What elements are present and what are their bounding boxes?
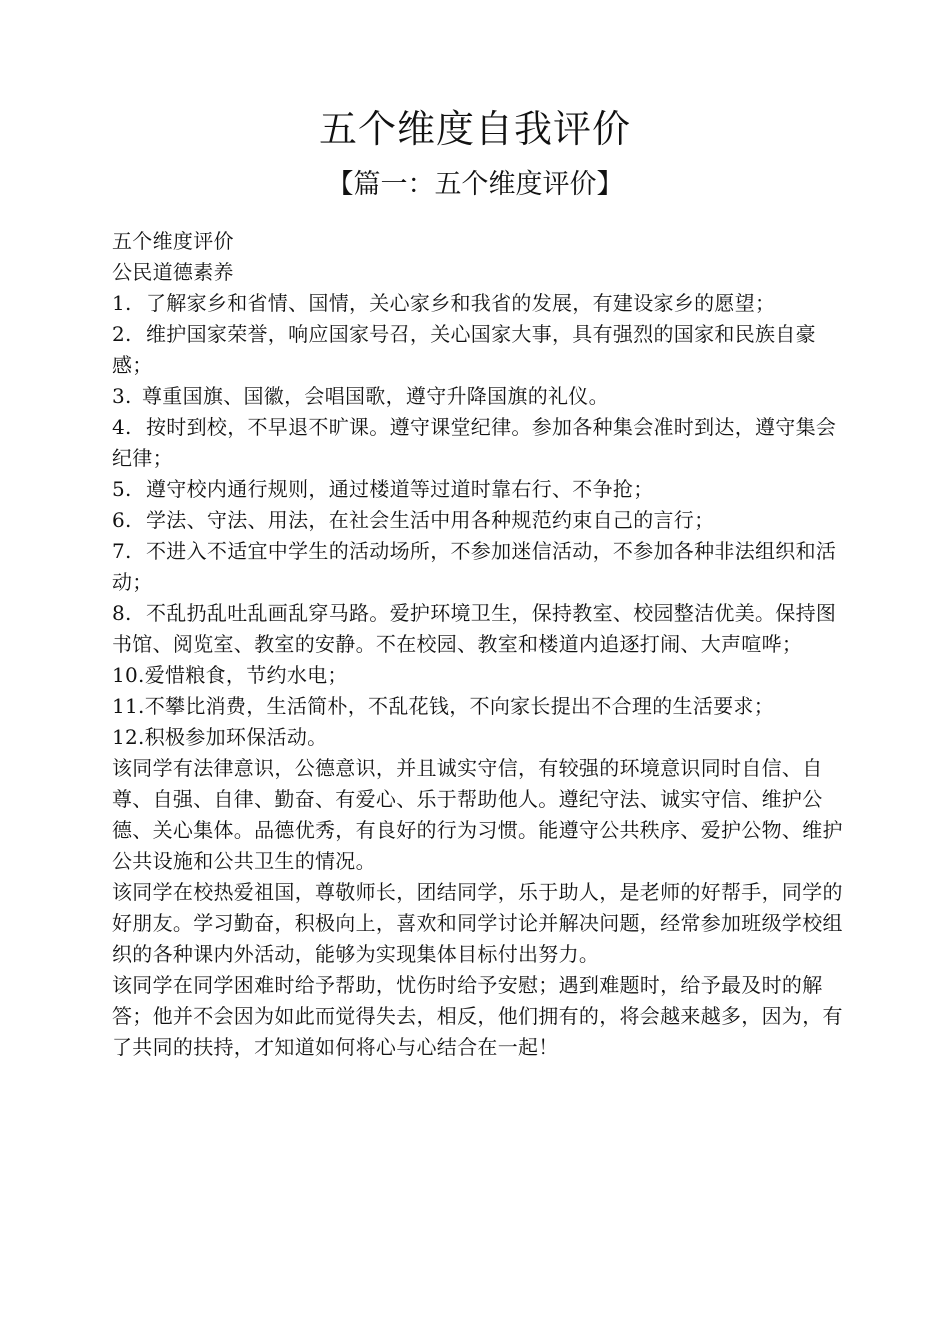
section-heading: 五个维度评价 [112,229,234,253]
item-number: 10. [112,663,145,687]
item-number: 11. [112,694,145,718]
item-text: 不乱扔乱吐乱画乱穿马路。爱护环境卫生，保持教室、校园整洁优美。保持图书馆、阅览室、教室的安静。不在校园、教室和楼道内追逐打闹、大声喧哗； [112,601,837,656]
list-item [112,722,852,753]
item-text: 了解家乡和省情、国情，关心家乡和我省的发展，有建设家乡的愿望； [146,291,776,315]
item-number: 8. [112,601,132,625]
item-text: 积极参加环保活动。 [144,725,328,749]
item-text: 按时到校，不早退不旷课。遵守课堂纪律。参加各种集会准时到达，遵守集会纪律； [112,415,837,470]
evaluation-paragraph: 该同学在同学困难时给予帮助，忧伤时给予安慰；遇到难题时，给予最及时的解答；他并不会因为如此而觉得失去，相反，他们拥有的，将会越来越多，因为，有了共同的扶持，才知道如何将心与心结合在一起！ [112,973,843,1059]
item-number: 1. [112,291,132,315]
list-item [112,691,852,722]
item-text: 维护国家荣誉，响应国家号召，关心国家大事，具有强烈的国家和民族自豪感； [112,322,816,377]
evaluation-paragraph: 该同学有法律意识，公德意识，并且诚实守信，有较强的环境意识同时自信、自尊、自强、自律、勤奋、有爱心、乐于帮助他人。遵纪守法、诚实守信、维护公德、关心集体。品德优秀，有良好的行为习惯。能遵守公共秩序、爱护公物、维护公共设施和公共卫生的情况。 [112,756,843,873]
item-number: 3. [112,384,132,408]
item-text: 不攀比消费，生活简朴，不乱花钱，不向家长提出不合理的生活要求； [144,694,775,718]
document-title: 五个维度自我评价 [318,107,631,151]
list-item [112,598,852,660]
item-text: 遵守校内通行规则，通过楼道等过道时靠右行、不争抢； [146,477,654,501]
item-number: 5. [112,477,132,501]
list-item [112,288,852,319]
item-text: 学法、守法、用法，在社会生活中用各种规范约束自己的言行； [146,508,715,532]
item-number: 4. [112,415,132,439]
list-item [112,660,852,691]
item-number: 2. [112,322,132,346]
evaluation-paragraph: 该同学在校热爱祖国，尊敬师长，团结同学，乐于助人，是老师的好帮手，同学的好朋友。学习勤奋，积极向上，喜欢和同学讨论并解决问题，经常参加班级学校组织的各种课内外活动，能够为实现集体目标付出努力。 [112,880,843,966]
list-item [112,412,852,474]
list-item [112,536,852,598]
item-number: 7. [112,539,132,563]
document-subtitle: 【篇一：五个维度评价】 [326,169,624,200]
item-text: 尊重国旗、国徽，会唱国歌，遵守升降国旗的礼仪。 [142,384,609,408]
item-text: 爱惜粮食，节约水电； [144,663,348,687]
item-text: 不进入不适宜中学生的活动场所，不参加迷信活动，不参加各种非法组织和活动； [112,539,837,594]
item-number: 12. [112,725,145,749]
list-item [112,381,852,412]
list-item [112,505,852,536]
section-title: 公民道德素养 [112,260,234,284]
list-item [112,474,852,505]
item-number: 6. [112,508,132,532]
document-body [112,226,852,1063]
list-item [112,319,852,381]
